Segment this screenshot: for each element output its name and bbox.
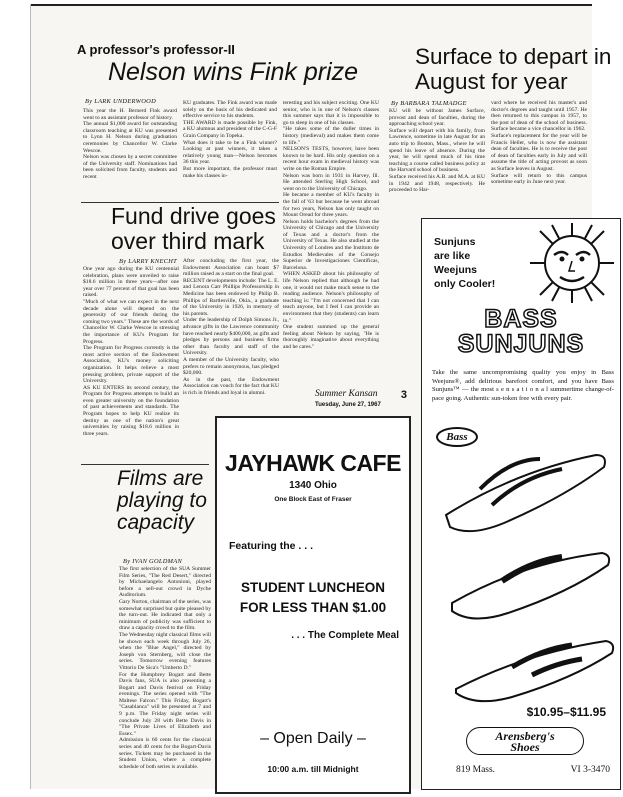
sandal-price: $10.95–$11.95 [526,705,606,719]
cafe-hours: 10:00 a.m. till Midnight [267,764,359,774]
page-number: 3 [400,389,407,401]
cafe-name: JAYHAWK CAFE [225,450,401,476]
cafe-price: FOR LESS THAN $1.00 [239,600,387,615]
surface-byline: By BARBARA TALMADGE [391,100,467,107]
masthead-date: Tuesday, June 27, 1967 [315,402,381,408]
masthead [315,389,407,408]
fund-headline: Fund drive goes over third mark [111,203,276,254]
surface-column-2: vard where he received his master's and doctor's degrees and taught until 1957. He then returned to this campus in 1957, to the post of dean of the school of business. Surface became a vice chancellor in 1962. Surface's replacement for the year will be Francis Heller, who is now the assistant dean of faculties. He is to receive the post of dean of faculties early in July and will assume the title of acting provost as soon as Surface leaves in August. Surface will return to this campus sometime early in June next year. [491,100,587,186]
top-rule [31,4,592,6]
surface-headline: Surface to depart in August for year [415,44,612,94]
cafe-directions: One Block East of Fraser [274,496,352,503]
nelson-byline: By LARK UNDERWOOD [85,98,157,105]
jayhawk-cafe-ad [215,416,411,794]
store-phone: VI 3-3470 [570,765,610,775]
cafe-open-daily: – Open Daily – [260,730,366,747]
films-column: The first selection of the SUA Summer Film Series, "The Red Desert," directed by Michaelangelo Antonioni, played before a sell-out crowd in Dyche Auditorium. Gary Norton, chairman of the series, was somewhat surprised but quite pleased by the turn-out. He indicated that only a minimum of publicity was sufficient to draw a capacity crowd to the film. The Wednesday night classical films will be shown each week through July 26, when the "Blue Angel," directed by Joseph von Sternberg, will close the series. Tomorrow evening features Vittorio De Sica's "Umberto D." For the Humphrey Bogart and Bette Davis fans, SUA is also presenting a Bogart and Davis festival on Friday evenings. The series opened with "The Maltese Falcon." This Friday, Bogart's "Casablanca" will be presented at 7 and 9 p.m. The Friday night series will conclude July 28 with Bette Davis in "The Private Lives of Elizabeth and Essex." Admission is 60 cents for the classical series and 40 cents for the Bogart-Davis series. Tickets may be purchased in the Student Union, where a complete schedule of both series is available. [119,566,211,770]
films-byline: By IVAN GOLDMAN [123,558,183,565]
fund-column-1: One year ago during the KU centennial celebration, plans were unveiled to raise $18.6 million in three years—after one year over 77 percent of that goal has been raised. "Much of what we can expect in the next decade alone will depend on the generosity of our friends during the coming two years." These are the words of Chancellor W. Clarke Wescoe in stressing the importance of KU's Program for Progress. The Program for Progress currently is the most active section of the Endowment Association, KU's money soliciting organization. It helps relieve a most pressing problem, private support of the University. AS KU ENTERS its second century, the Program for Progress attempts to build an even greater university on the foundation of past achievements and standards. The Program hopes to help KU realize its destiny as one of the nation's great universities by raising $18.6 million in three years. [83,266,179,437]
fund-byline: By LARRY KNECHT [119,258,177,265]
films-headline: Films are playing to capacity [117,467,207,534]
store-address: 819 Mass. [456,765,496,775]
section-label: A professor's professor-II [77,42,235,57]
bass-oval-logo: Bass [436,427,478,447]
nelson-column-3: teresting and his subject exciting. One KU senior, who is in one of Nelson's classes this summer says that it is impossible to go to sleep in one of his classes. "He takes some of the duller times in history (medieval) and makes them come to life." NELSON'S TESTS, however, have been known to be hard. His only question on a recent hour exam in medieval history was write on the Roman Empire. Nelson was born in 1931 in Harvey, Ill. He attended Sterling High School, and went on to the University of Chicago. He became a member of KU's faculty in the fall of '63 but because he went abroad for two years, Nelson has only taught on Mount Oread for three years. Nelson holds bachelor's degrees from the University of Chicago and the University of Texas and a doctor's from the University of Texas. He also studied at the University of Londres and the Instituto de Estudios Medievales of the Consejo Superior de Investigaciones Científicas, Barcelona. WHEN ASKED about his philosophy of life Nelson replied that although he had one, it would not make much sense to the reading audience. Nelson's philosophy of teaching is: "I'm not concerned that I can teach anyone, but I feel I can provide an environment that they (students) can learn in." One student summed up the general feeling about Nelson by saying, "He is thoroughly imaginative about everything and he cares." [283,100,379,350]
nelson-headline: Nelson wins Fink prize [107,58,359,86]
arensbergs-logo: Arensberg's Shoes [466,727,584,755]
sunjuns-tagline: Sunjuns are like Weejuns only Cooler! [434,236,496,290]
sandals-illustration-icon [432,449,612,703]
cafe-luncheon: STUDENT LUNCHEON [241,580,385,595]
divider-films-top [81,464,209,465]
surface-column-1: KU will be without James Surface, provost and dean of faculties, during the approaching school year. Surface will depart with his family, from Lawrence, sometime in late August for an auto trip to Boston, Mass., where he will spend his leave of absence. During the year, he will spend much of his time teaching a course called business policy at the Harvard school of business. Surface received his A.B. and M.A. at KU in 1942 and 1948, respectively. He proceeded to Har- [389,108,485,194]
nelson-column-1: This year the H. Bernerd Fink award went to an assistant professor of history. The annual $1,000 award for outstanding classroom teaching at KU was presented to Lynn H. Nelson during graduation ceremonies by Chancellor W. Clarke Wescoe. Nelson was chosen by a secret committee of the University staff. Nominations had been solicited from faculty, students and recent [83,108,177,180]
sunjuns-body-copy: Take the same uncompromising quality you enjoy in Bass Weejuns®, add delirious barefoot comfort, and you have Bass Sunjuns™ — the most s e n s a t i o n a l summertime change-of-pace going. Authentic sun-token free with every pair. [432,369,614,402]
sun-face-icon [526,223,618,303]
nelson-column-2: KU graduates. The Fink award was made solely on the basis of his dedicated and effective service to his students. THE AWARD is made possible by Fink, a KU alumnus and president of the C-G-F Grain Company in Topeka. What does it take to be a Fink winner? Looking at past winners, it takes a relatively young man—Nelson becomes 36 this year. But more important, the professor must make his classes in- [183,100,277,179]
cafe-featuring: Featuring the . . . [229,540,314,552]
newspaper-page [30,4,614,789]
masthead-name: Summer Kansan [315,389,378,399]
fund-column-2: After concluding the first year, the Endowment Association can boast $7 million raised as a start on the final goal. RECENT developments include: The L. E. and Lenora Carr Phillips Professorship in Medicine has been endowed by Philip B. Phillips of Bartlesville, Okla., a graduate of the University in 1926, in memory of his parents. Under the leadership of Dolph Simons Jr., advance gifts in the Lawrence community have reached nearly $400,000, as gifts and pledges by persons and business firms other than faculty and staff of the University. A member of the University faculty, who prefers to remain anonymous, has pledged $20,000. As in the past, the Endowment Association can vouch for the fact that KU is rich in friends and loyal in alumni. [183,258,279,396]
cafe-address: 1340 Ohio [289,480,337,491]
bass-sunjuns-ad [421,218,621,790]
cafe-complete-meal: . . . The Complete Meal [291,630,399,641]
bass-sunjuns-logo: BASS SUNJUNS [457,305,585,358]
